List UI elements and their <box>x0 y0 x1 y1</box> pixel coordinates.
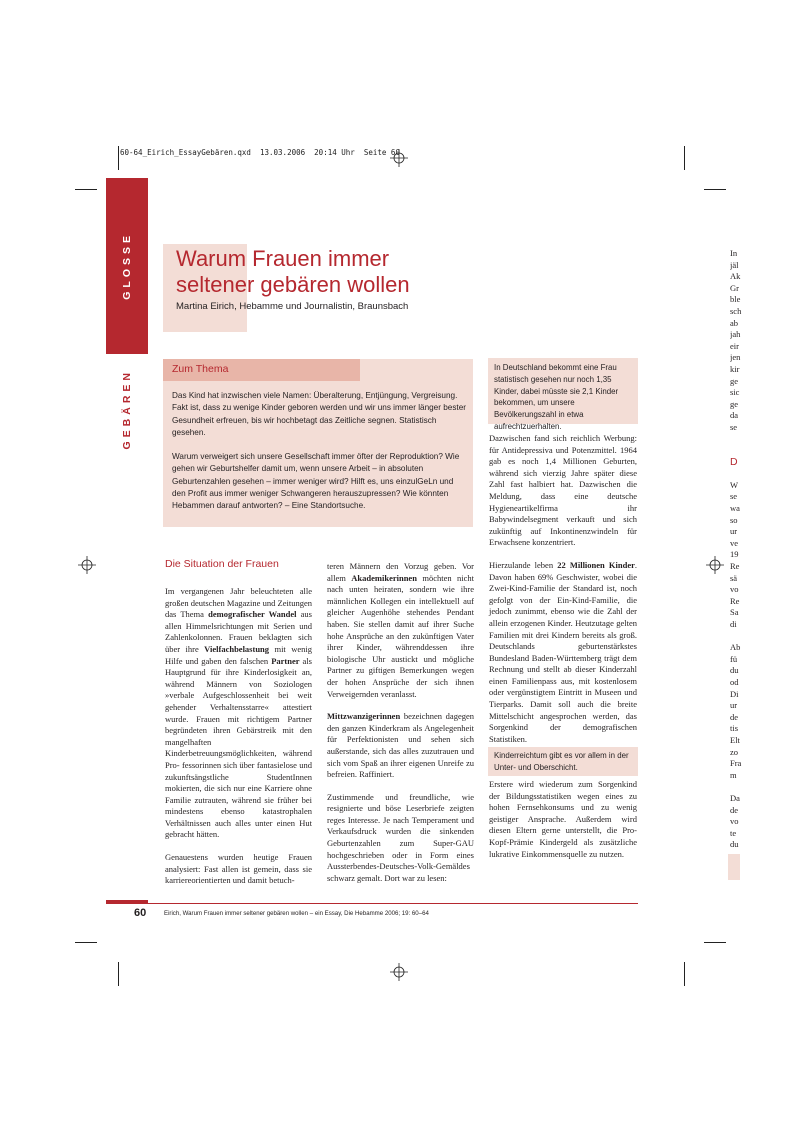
next-page-fragment: Da <box>730 792 740 803</box>
next-page-fragment: ur <box>730 526 738 537</box>
crop-mark <box>118 962 119 986</box>
crop-mark <box>75 189 97 190</box>
quote-text: In Deutschland bekommt eine Frau statistisch gesehen nur noch 1,35 Kinder, dabei müsste sie 2,1 Kinder bekommen, um unsere Bevölkerungszahl in etwa aufrechtzuerhalten. <box>494 363 619 431</box>
next-page-fragment: In <box>730 248 738 258</box>
section-heading: Die Situation der Frauen <box>165 558 279 570</box>
topic-label-text: GEBÄREN <box>121 368 133 450</box>
next-page-fragment: sä <box>730 572 738 583</box>
crop-mark <box>684 146 685 170</box>
next-page-fragment: Re <box>730 595 740 606</box>
text-run: Im vergangenen Jahr beleuchteten alle großen deutschen Magazine und Zeitungen das Thema <box>165 586 312 620</box>
topic-box-text <box>172 390 468 525</box>
topic-paragraph: Das Kind hat inzwischen viele Namen: Überalterung, Entjüngung, Vergreisung. Fakt ist, dass zu wenige Kinder geboren werden und wir uns immer länger bester Gesundheit erfreuen, bis wir hochbetagt das Zeitliche segnen. Statistisch gesehen. <box>172 391 466 437</box>
next-page-fragment <box>730 468 750 480</box>
next-page-fragment: ge <box>730 375 739 386</box>
next-page-fragment: eir <box>730 340 739 351</box>
footer-citation: Eirich, Warum Frauen immer seltener gebären wollen – ein Essay, Die Hebamme 2006; 19: 60–64 <box>164 910 429 917</box>
emphasis: Partner <box>271 655 300 666</box>
text-run: mit wenig Hilfe und gaben den falschen <box>165 643 312 666</box>
next-page-fragment: ge <box>730 398 739 409</box>
text-run: möchten nicht nach unten heiraten, sondern wie ihre männlichen Kollegen ein intellektuell auf gleicher Augenhöhe stehendes Pendant haben. Sie stellen damit auf ihrer Suche hohe Ansprüche an den zukünftigen Vater ihrer Kinder, währenddessen ihre biologische Uhr austickt und mögliche Partner zu giftigen Bemerkungen wegen der hohen Ansprüche der sich ihnen Verweigernden veranlasst. <box>327 572 474 699</box>
next-page-fragment: Di <box>730 688 739 699</box>
next-page-fragment: sch <box>730 305 742 316</box>
section-label <box>106 178 148 354</box>
text-run: bezeichnen dagegen den ganzen Kinderkram als Angelegenheit für Perfektionisten und sehen sich außerstande, sich das alles zuzutrauen und sich vom Spaß an ihrer eigenen Unreife zu befreien. Raffiniert. <box>327 711 474 780</box>
article-column-3 <box>489 433 637 756</box>
page-number: 60 <box>134 907 147 919</box>
next-page-fragment: zo <box>730 746 739 757</box>
next-page-box <box>728 854 740 880</box>
next-page-column <box>730 248 750 851</box>
next-page-fragment: m <box>730 769 737 780</box>
next-page-fragment: W <box>730 479 739 490</box>
next-page-fragment: du <box>730 665 739 676</box>
next-page-fragment: ur <box>730 700 738 711</box>
next-page-fragment: jen <box>730 352 741 363</box>
next-page-fragment: ve <box>730 537 739 548</box>
registration-mark-icon <box>706 556 724 574</box>
paragraph <box>327 561 474 700</box>
text-run: als Hauptgrund für ihre Kinderlosigkeit an, während Männern von Soziologen »verbale Aufgeschlossenheit bei weit gehender Verhaltensstarre« attestiert wurde. Frauen mit richtigem Partner begründeten ihren Gebärstreik mit den mangelhaften Kinderbetreuungsmöglichkeiten, während Pro- fessorinnen sich über fantasielose und zukunftsängstliche StudentInnen mokierten, die sich nur eine Karriere ohne Familie zutrauten, während sie früher bei mindestens ebenso katastrophalen Verhältnissen auch alles unter einen Hut gebracht hätten. <box>165 655 312 840</box>
next-page-fragment: fü <box>730 653 738 664</box>
next-page-fragment: vo <box>730 816 739 827</box>
pull-quote-text: Kinderreichtum gibt es vor allem in der Unter- und Oberschicht. <box>494 751 629 772</box>
paragraph: Erstere wird wiederum zum Sorgenkind der Bildungsstatistiken wegen eines zu hohen Fernsehkonsums und zu wenig geistiger Ansprache. Außerdem wird diesen Eltern gerne unterstellt, die Pro-Kopf-Prämie Kindergeld als zusätzliche lukrative Einkommensquelle zu nutzen. <box>489 779 637 859</box>
next-page-fragment: vo <box>730 584 739 595</box>
next-page-fragment: du <box>730 839 739 850</box>
emphasis: Mittzwanzigerinnen <box>327 711 401 722</box>
title-line-2: seltener gebären wollen <box>176 272 410 297</box>
paragraph <box>327 711 474 781</box>
next-page-fragment: di <box>730 619 737 629</box>
section-label-text: GLOSSE <box>121 232 133 300</box>
next-page-fragment: Sa <box>730 607 739 618</box>
registration-mark-icon <box>390 963 408 981</box>
next-page-fragment: sic <box>730 387 740 398</box>
article-column-1 <box>165 586 312 898</box>
next-page-fragment: Gr <box>730 282 739 293</box>
next-page-fragment <box>730 434 750 446</box>
emphasis: 22 Millionen Kinder <box>557 559 635 570</box>
next-page-fragment: se <box>730 421 738 432</box>
text-run: Hierzulande leben <box>489 559 558 570</box>
next-page-fragment: so <box>730 514 738 525</box>
emphasis: Akademikerinnen <box>351 572 417 583</box>
next-page-fragment: jah <box>730 329 741 340</box>
topic-label <box>106 364 148 454</box>
next-page-fragment: ab <box>730 317 739 328</box>
next-page-fragment <box>730 631 750 643</box>
paragraph: Zustimmende und freundliche, wie resignierte und böse Leserbriefe zeigten reges Interesse. Je nach Temperament und Verkaufsdruck wurden die sinkenden Geburtenzahlen zum Super-GAU hochgeschrieben oder in Form eines Aussterbendes-Deutsches-Volk-Gemäldes schwarz gemalt. Dort war zu lesen: <box>327 791 474 883</box>
next-page-fragment: tis <box>730 723 739 734</box>
next-page-fragment: Ak <box>730 271 741 282</box>
registration-mark-icon <box>78 556 96 574</box>
article-title <box>176 246 496 298</box>
emphasis: Vielfachbelastung <box>204 643 270 654</box>
footer-rule <box>106 903 638 904</box>
text-run: aus allen Himmelsrichtungen mit Serien und Zahlenkolonnen. Frauen beklagten sich über ihre <box>165 609 312 654</box>
next-page-fragment: ble <box>730 294 741 305</box>
crop-mark <box>684 962 685 986</box>
crop-mark <box>704 942 726 943</box>
next-page-fragment: se <box>730 491 738 502</box>
next-page-fragment: de <box>730 711 739 722</box>
paragraph <box>165 586 312 841</box>
crop-mark <box>75 942 97 943</box>
paragraph: Genauestens wurden heutige Frauen analysiert: Fast allen ist gemein, dass sie karriereorientierten und damit betuch- <box>165 852 312 886</box>
crop-mark <box>118 146 119 170</box>
next-page-fragment: da <box>730 410 739 421</box>
topic-paragraph: Warum verweigert sich unsere Gesellschaft immer öfter der Reproduktion? Wie gehen wir Geburtshelfer damit um, wenn unsere Arbeit – in absoluten Geburtenzahlen gesehen – immer weniger wird? Hilft es, uns einzulGeLn und den Profit aus immer weniger Schwangeren herauszupressen? Wie könnten Hebammen darauf antworten? – Eine Standortsuche. <box>172 452 460 511</box>
article-column-2 <box>327 561 474 895</box>
next-page-fragment: wa <box>730 503 740 514</box>
title-line-1: Warum Frauen immer <box>176 246 390 271</box>
paragraph <box>489 560 637 746</box>
next-page-fragment: de <box>730 804 739 815</box>
next-page-fragment: 19 <box>730 549 739 560</box>
next-page-fragment: jäl <box>730 259 739 270</box>
next-page-fragment: te <box>730 827 737 838</box>
text-run: teren Männern den Vorzug geben. Vor allem <box>327 561 474 583</box>
text-run: . Davon haben 69% Geschwister, wobei die Zwei-Kind-Familie der Standard ist, noch gefolgt von der Ein-Kind-Familie, die jedoch zunimmt, ebenso wie die Zahl der allein erzogenen Kinder. Heutzutage gelten Familien mit drei Kindern bereits als groß. Deutschlands geburtenstärkstes Bundesland Baden-Württemberg trägt dem Rechnung und stellt ab dieser Kinderzahl einen Familienpass aus, mit kostenlosem oder vergünstigtem Eintritt in Museen und Tierparks. Damit soll auch die breite Mittelschicht angesprochen werden, das Sorgenkind der demografischen Statistiken. <box>489 559 637 744</box>
print-slug: 60-64_Eirich_EssayGebären.qxd 13.03.2006 20:14 Uhr Seite 60 <box>120 148 400 157</box>
crop-mark <box>704 189 726 190</box>
next-page-fragment: od <box>730 676 739 687</box>
next-page-fragment: Ab <box>730 642 741 653</box>
topic-box-title: Zum Thema <box>172 363 229 375</box>
article-author: Martina Eirich, Hebamme und Journalistin, Braunsbach <box>176 301 409 312</box>
next-page-fragment: Re <box>730 561 740 572</box>
paragraph: Dazwischen fand sich reichlich Werbung: für Antidepressiva und Potenzmittel. 1964 gab es noch 1,4 Millionen Geburten, während sich vierzig Jahre später diese Zahl fast halbiert hat. Dazwischen die Meldung, dass eine deutsche Hygieneartikelfirma ihr Babywindelsegment verkauft und sich zukünftig auf Inkontinenzwindeln für Erwachsene konzentriert. <box>489 433 637 548</box>
next-page-fragment: D <box>730 455 738 468</box>
emphasis: demografischer Wandel <box>208 609 297 620</box>
article-column-3-continued <box>489 779 637 871</box>
next-page-fragment: Elt <box>730 734 740 745</box>
next-page-fragment: Fra <box>730 758 742 769</box>
next-page-fragment <box>730 781 750 793</box>
next-page-fragment: kir <box>730 363 740 374</box>
next-page-fragment <box>730 445 750 457</box>
